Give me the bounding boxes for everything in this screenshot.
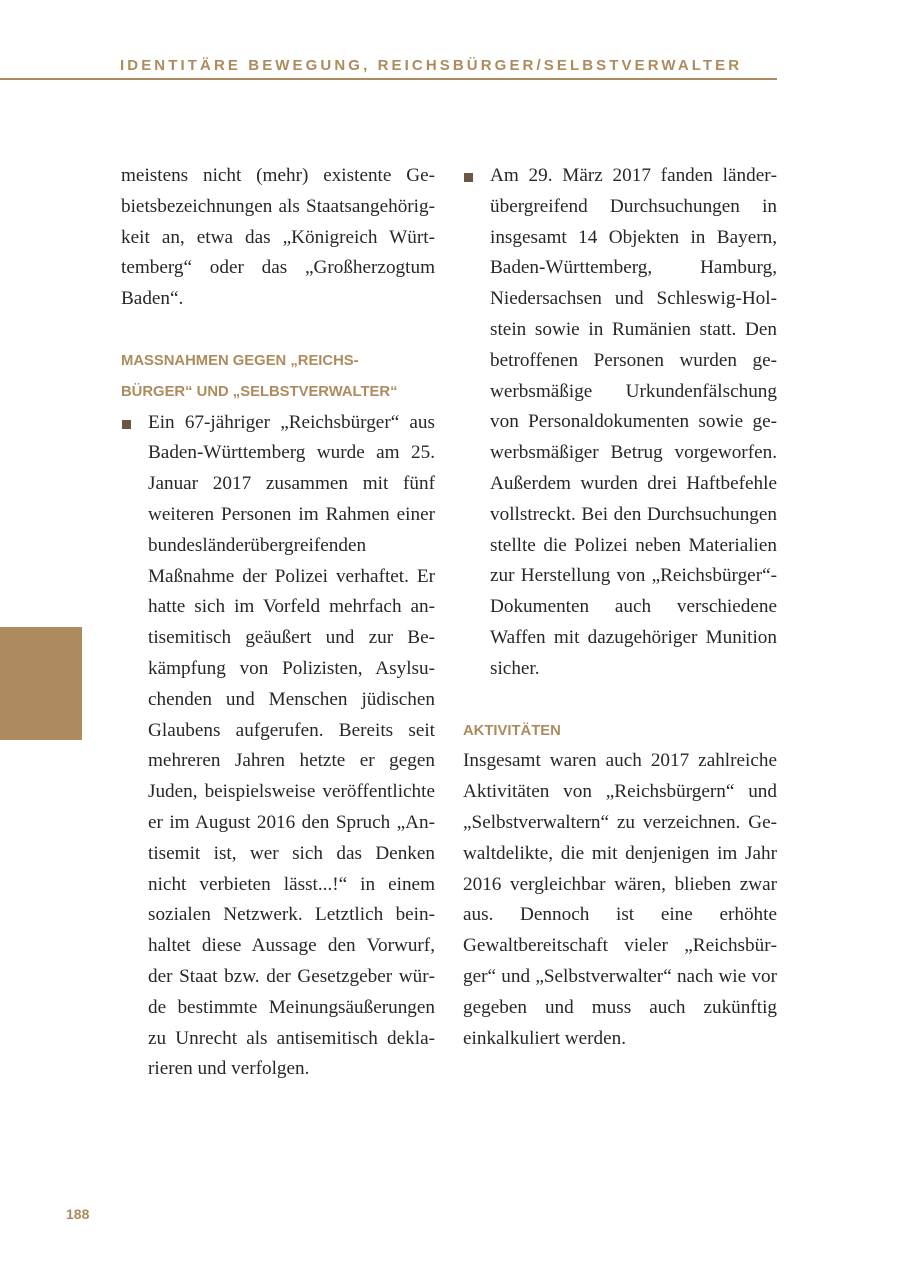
spacer xyxy=(121,315,435,346)
bullet-square-icon xyxy=(464,173,473,182)
bullet-text: Am 29. März 2017 fanden länderübergreifend Durchsuchungen in insgesamt 14 Objekten in Bayern, Baden-Württemberg, Hamburg, Niedersachsen und Schleswig-Holstein sowie in Rumänien statt. Den betroffenen Personen wurden gewerbsmäßige Urkundenfälschung von Personaldokumenten sowie gewerbsmäßiger Betrug vorgeworfen. Außerdem wurden drei Haftbefehle vollstreckt. Bei den Durchsuchungen stellte die Polizei neben Materialien zur Herstellung von „Reichsbürger“-Dokumenten auch verschiedene Waffen mit dazugehöriger Munition sicher. xyxy=(490,165,777,679)
left-column xyxy=(121,161,435,1085)
header-rule xyxy=(0,78,777,80)
page-number: 188 xyxy=(66,1206,90,1222)
heading-line-1: MASSNAHMEN GEGEN „REICHS- xyxy=(121,352,359,369)
section-heading-aktivitaeten: AKTIVITÄTEN xyxy=(463,722,561,739)
activities-paragraph: Insgesamt waren auch 2017 zahlreiche Aktivitäten von „Reichsbürgern“ und „Selbstverwaltern“ zu verzeichnen. Gewaltdelikte, die mit denjenigen im Jahr 2016 vergleichbar wären, blieben zwar aus. Dennoch ist eine erhöhte Gewaltbereitschaft vieler „Reichsbürger“ und „Selbstverwalter“ nach wie vor gegeben und muss auch zukünftig einkalkuliert werden. xyxy=(463,750,777,1049)
bullet-square-icon xyxy=(122,420,131,429)
right-column xyxy=(463,161,777,1054)
running-head: IDENTITÄRE BEWEGUNG, REICHSBÜRGER/SELBSTVERWALTER xyxy=(120,57,743,74)
bullet-text: Ein 67-jähriger „Reichsbürger“ aus Baden-Württemberg wurde am 25. Januar 2017 zusammen mit fünf weiteren Personen im Rahmen einer bundesländerübergreifenden Maßnahme der Polizei verhaftet. Er hatte sich im Vorfeld mehrfach antisemitisch geäußert und zur Bekämpfung von Polizisten, Asylsuchenden und Menschen jüdischen Glaubens aufgerufen. Bereits seit mehreren Jahren hetzte er gegen Juden, beispielsweise veröffentlichte er im August 2016 den Spruch „Antisemit ist, wer sich das Denken nicht verbieten lässt...!“ in einem sozialen Netzwerk. Letztlich beinhaltet diese Aussage den Vorwurf, der Staat bzw. der Gesetzgeber würde bestimmte Meinungsäußerungen zu Unrecht als antisemitisch deklarieren und verfolgen. xyxy=(148,411,435,1080)
spacer xyxy=(463,685,777,716)
heading-line-2: BÜRGER“ UND „SELBSTVERWALTER“ xyxy=(121,383,398,400)
section-heading-massnahmen xyxy=(121,346,435,408)
chapter-edge-tab xyxy=(0,627,82,740)
list-item xyxy=(463,161,777,685)
list-item xyxy=(121,408,435,1086)
intro-paragraph: meistens nicht (mehr) existente Gebietsbezeichnungen als Staatsangehörigkeit an, etwa das „Königreich Württemberg“ oder das „Großherzogtum Baden“. xyxy=(121,165,435,310)
